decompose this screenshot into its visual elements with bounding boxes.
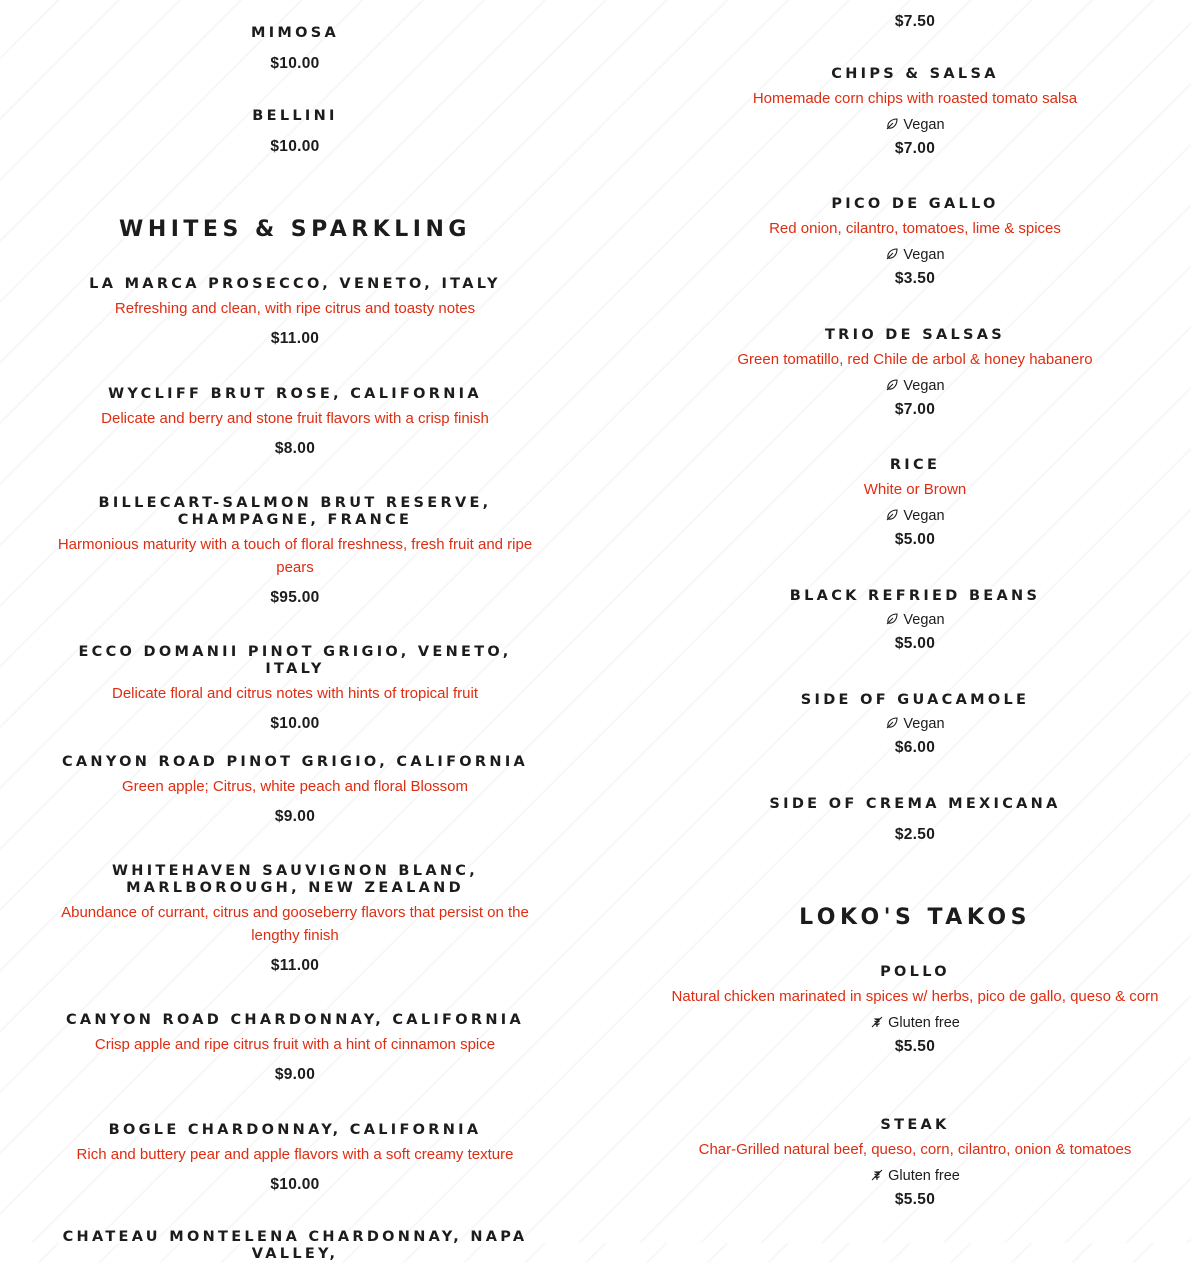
menu-item-rice (666, 457, 1164, 549)
diet-label: Vegan (903, 508, 945, 524)
leaf-icon (885, 117, 899, 131)
item-price: $95.00 (270, 589, 320, 606)
menu-item-bogle-chardonnay (50, 1122, 540, 1194)
item-description: Abundance of currant, citrus and gooseberry flavors that persist on the lengthy finish (61, 904, 529, 944)
menu-item-chateau-montelena (50, 1229, 540, 1263)
item-price: $11.00 (270, 330, 320, 347)
item-price: $11.00 (270, 957, 320, 974)
menu-item-trio-de-salsas (666, 327, 1164, 419)
item-price: $10.00 (270, 1176, 320, 1193)
diet-label: Vegan (903, 378, 945, 394)
menu-item-canyon-road-chardonnay (50, 1012, 540, 1084)
item-price: $10.00 (270, 138, 320, 155)
item-price: $5.50 (894, 1191, 936, 1208)
item-name: BOGLE CHARDONNAY, CALIFORNIA (108, 1122, 482, 1138)
item-price: $10.00 (270, 55, 320, 72)
menu-item-whitehaven-sauvignon-blanc (50, 863, 540, 975)
menu-item-side-of-crema-mexicana (666, 796, 1164, 844)
menu-item-top-cut-off (666, 13, 1164, 31)
item-price: $6.00 (894, 739, 936, 756)
vegan-tag (666, 377, 1164, 395)
leaf-icon (885, 247, 899, 261)
menu-item-wycliff-brut-rose (50, 386, 540, 458)
diet-label: Vegan (903, 117, 945, 133)
item-price: $7.00 (894, 140, 936, 157)
gluten-free-tag (666, 1167, 1164, 1185)
item-price: $5.00 (894, 635, 936, 652)
item-name: BLACK REFRIED BEANS (789, 588, 1041, 604)
item-price: $7.00 (894, 401, 936, 418)
vegan-tag (666, 116, 1164, 134)
vegan-tag (666, 715, 1164, 733)
item-price: $5.00 (894, 531, 936, 548)
item-name: SIDE OF GUACAMOLE (800, 692, 1030, 708)
item-price: $10.00 (270, 715, 320, 732)
menu-item-side-of-guacamole (666, 692, 1164, 757)
menu-item-bellini (50, 108, 540, 156)
item-description: Natural chicken marinated in spices w/ herbs, pico de gallo, queso & corn (671, 988, 1159, 1005)
menu-item-steak (666, 1117, 1164, 1209)
vegan-tag (666, 611, 1164, 629)
diet-label: Gluten free (888, 1168, 960, 1184)
section-title-lokos-takos: LOKO'S TAKOS (799, 905, 1031, 930)
menu-item-pollo (666, 964, 1164, 1056)
item-name: BILLECART-SALMON BRUT RESERVE, CHAMPAGNE, FRANCE (98, 495, 492, 528)
leaf-icon (885, 612, 899, 626)
item-description: Harmonious maturity with a touch of floral freshness, fresh fruit and ripe pears (57, 536, 533, 576)
item-description: Refreshing and clean, with ripe citrus and toasty notes (114, 300, 476, 317)
menu-item-mimosa (50, 25, 540, 73)
menu-item-billecart-salmon (50, 495, 540, 607)
diet-label: Gluten free (888, 1015, 960, 1031)
item-name: LA MARCA PROSECCO, VENETO, ITALY (89, 276, 501, 292)
item-price: $5.50 (894, 1038, 936, 1055)
item-description: Rich and buttery pear and apple flavors with a soft creamy texture (76, 1146, 514, 1163)
item-description: Crisp apple and ripe citrus fruit with a hint of cinnamon spice (94, 1036, 496, 1053)
section-title-whites-sparkling: WHITES & SPARKLING (119, 217, 471, 242)
leaf-icon (885, 378, 899, 392)
item-name: MIMOSA (250, 25, 340, 41)
item-price: $2.50 (894, 826, 936, 843)
item-name: WHITEHAVEN SAUVIGNON BLANC, MARLBOROUGH, NEW ZEALAND (111, 863, 479, 896)
item-name: PICO DE GALLO (831, 196, 999, 212)
item-description: Green apple; Citrus, white peach and floral Blossom (121, 778, 468, 795)
item-name: WYCLIFF BRUT ROSE, CALIFORNIA (108, 386, 482, 402)
item-name: CANYON ROAD CHARDONNAY, CALIFORNIA (65, 1012, 525, 1028)
leaf-icon (885, 508, 899, 522)
item-name: TRIO DE SALSAS (824, 327, 1006, 343)
gluten-free-icon (870, 1015, 884, 1029)
menu-item-ecco-domanii (50, 644, 540, 733)
item-description: Red onion, cilantro, tomatoes, lime & spices (769, 220, 1061, 237)
item-price: $9.00 (274, 808, 316, 825)
item-name: RICE (889, 457, 941, 473)
item-description: Delicate floral and citrus notes with hints of tropical fruit (112, 685, 478, 702)
item-description: White or Brown (863, 481, 967, 498)
item-name: POLLO (880, 964, 950, 980)
item-description: Green tomatillo, red Chile de arbol & honey habanero (737, 351, 1093, 368)
gluten-free-icon (870, 1168, 884, 1182)
gluten-free-tag (666, 1014, 1164, 1032)
item-name: CHIPS & SALSA (831, 66, 999, 82)
item-price: $3.50 (894, 270, 936, 287)
item-name: CANYON ROAD PINOT GRIGIO, CALIFORNIA (61, 754, 529, 770)
item-price: $8.00 (274, 440, 316, 457)
item-name: BELLINI (252, 108, 338, 124)
item-description: Char-Grilled natural beef, queso, corn, cilantro, onion & tomatoes (698, 1141, 1132, 1158)
item-name: SIDE OF CREMA MEXICANA (769, 796, 1061, 812)
item-name: STEAK (880, 1117, 950, 1133)
item-name: CHATEAU MONTELENA CHARDONNAY, NAPA VALLEY, (62, 1229, 528, 1262)
item-price: $7.50 (894, 13, 936, 30)
item-name: ECCO DOMANII PINOT GRIGIO, VENETO, ITALY (78, 644, 512, 677)
diet-label: Vegan (903, 716, 945, 732)
menu-item-la-marca-prosecco (50, 276, 540, 348)
item-description: Delicate and berry and stone fruit flavors with a crisp finish (101, 410, 489, 427)
vegan-tag (666, 507, 1164, 525)
menu-item-chips-salsa (666, 66, 1164, 158)
item-description: Homemade corn chips with roasted tomato salsa (752, 90, 1078, 107)
menu-item-canyon-road-pinot-grigio (50, 754, 540, 826)
diet-label: Vegan (903, 612, 945, 628)
vegan-tag (666, 246, 1164, 264)
item-price: $9.00 (274, 1066, 316, 1083)
menu-item-black-refried-beans (666, 588, 1164, 653)
diet-label: Vegan (903, 247, 945, 263)
leaf-icon (885, 716, 899, 730)
menu-item-pico-de-gallo (666, 196, 1164, 288)
